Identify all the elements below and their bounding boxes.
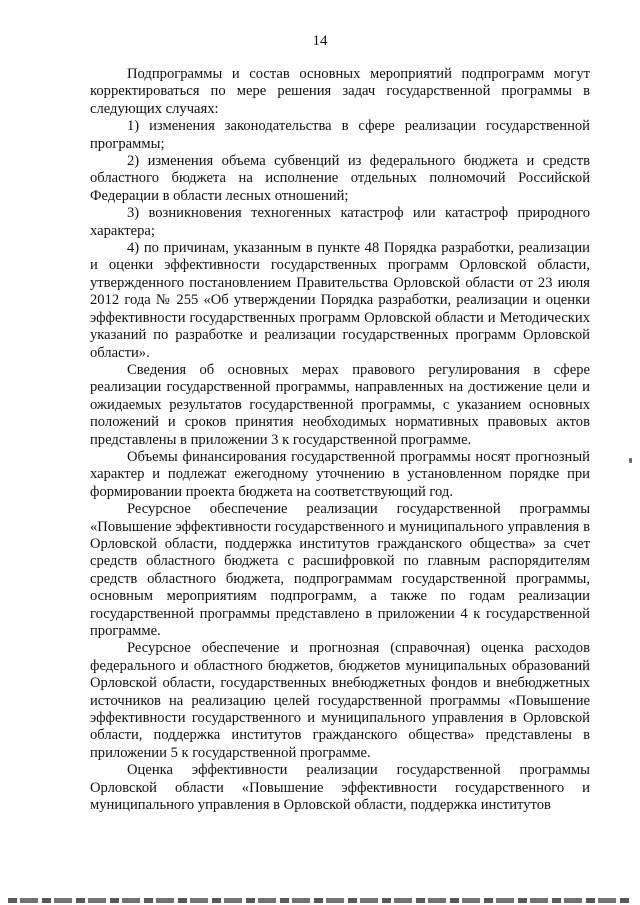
paragraph-resource-provision-regional: Ресурсное обеспечение реализации государственной программы «Повышение эффективности государственного и муниципального управления в Орловской области, поддержка институтов гражданского общества» за счет средств областного бюджета с расшифровкой по главным распорядителям средств областного бюджета, подпрограммам государственной программы, основным мероприятиям подпрограмм, а также по годам реализации государственной программы представлено в приложении 4 к государственной программе. bbox=[90, 501, 590, 639]
scan-artifact-bottom-edge bbox=[8, 898, 632, 903]
scan-artifact-speck bbox=[629, 458, 632, 463]
list-item-subvention-changes: 2) изменения объема субвенций из федерального бюджета и средств областного бюджета на исполнение отдельных полномочий Российской Федерации в области лесных отношений; bbox=[90, 153, 590, 204]
list-item-procedure-reasons: 4) по причинам, указанным в пункте 48 Порядка разработки, реализации и оценки эффективности государственных программ Орловской области, утвержденного постановлением Правительства Орловской области от 23 июля 2012 года № 255 «Об утверждении Порядка разработки, реализации и оценки эффективности государственных программ Орловской области и Методических указаний по разработке и реализации государственных программ Орловской области». bbox=[90, 240, 590, 361]
page-number: 14 bbox=[312, 33, 328, 49]
list-item-legislation-changes: 1) изменения законодательства в сфере реализации государственной программы; bbox=[90, 118, 590, 152]
paragraph-resource-provision-estimate: Ресурсное обеспечение и прогнозная (справочная) оценка расходов федерального и областного бюджетов, бюджетов муниципальных образований Орловской области, государственных внебюджетных фондов и внебюджетных источников на реализацию целей государственной программы «Повышение эффективности государственного и муниципального управления в Орловской области, поддержка институтов гражданского общества» представлены в приложении 5 к государственной программе. bbox=[90, 640, 590, 761]
document-body bbox=[90, 66, 590, 814]
paragraph-subprogram-adjustments: Подпрограммы и состав основных мероприятий подпрограмм могут корректироваться по мере решения задач государственной программы в следующих случаях: bbox=[90, 66, 590, 117]
paragraph-financing-volumes: Объемы финансирования государственной программы носят прогнозный характер и подлежат ежегодному уточнению в установленном порядке при формировании проекта бюджета на соответствующий год. bbox=[90, 448, 590, 500]
list-item-catastrophes: 3) возникновения техногенных катастроф или катастроф природного характера; bbox=[90, 205, 590, 239]
paragraph-legal-regulation: Сведения об основных мерах правового регулирования в сфере реализации государственной программы, направленных на достижение цели и ожидаемых результатов государственной программы, с указанием основных положений и сроков принятия необходимых нормативных правовых актов представлены в приложении 3 к государственной программе. bbox=[90, 361, 590, 448]
paragraph-efficiency-evaluation: Оценка эффективности реализации государственной программы Орловской области «Повышение эффективности государственного и муниципального управления в Орловской области, поддержка институтов bbox=[90, 762, 590, 814]
